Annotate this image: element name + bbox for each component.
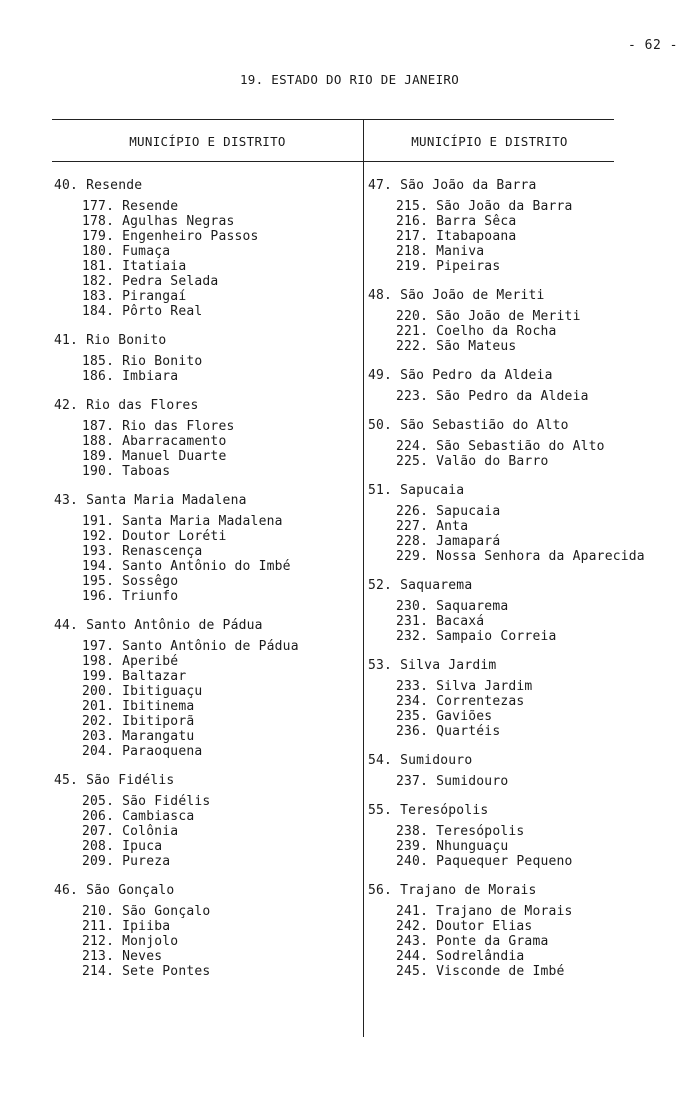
distrito-item: 236. Quartéis bbox=[396, 724, 501, 739]
distrito-item: 220. São João de Meriti bbox=[396, 309, 581, 324]
distrito-item: 233. Silva Jardim bbox=[396, 679, 533, 694]
left-column-header: MUNICÍPIO E DISTRITO bbox=[129, 134, 286, 149]
distrito-item: 205. São Fidélis bbox=[82, 794, 211, 809]
distrito-item: 190. Taboas bbox=[82, 464, 171, 479]
distrito-item: 225. Valão do Barro bbox=[396, 454, 549, 469]
distrito-item: 195. Sossêgo bbox=[82, 574, 179, 589]
municipio-name: 52. Saquarema bbox=[368, 578, 473, 593]
distrito-item: 179. Engenheiro Passos bbox=[82, 229, 259, 244]
distrito-item: 202. Ibitiporã bbox=[82, 714, 195, 729]
page-title: 19. ESTADO DO RIO DE JANEIRO bbox=[239, 72, 460, 87]
distrito-item: 204. Paraoquena bbox=[82, 744, 203, 759]
municipio-name: 56. Trajano de Morais bbox=[368, 883, 537, 898]
distrito-item: 210. São Gonçalo bbox=[82, 904, 211, 919]
distrito-item: 235. Gaviões bbox=[396, 709, 493, 724]
distrito-item: 200. Ibitiguaçu bbox=[82, 684, 203, 699]
distrito-item: 186. Imbiara bbox=[82, 369, 179, 384]
distrito-item: 178. Agulhas Negras bbox=[82, 214, 235, 229]
distrito-item: 230. Saquarema bbox=[396, 599, 509, 614]
municipio-group bbox=[54, 883, 354, 979]
municipio-group bbox=[54, 773, 354, 869]
municipio-name: 51. Sapucaia bbox=[368, 483, 465, 498]
distrito-item: 229. Nossa Senhora da Aparecida bbox=[396, 549, 645, 564]
municipio-name: 42. Rio das Flores bbox=[54, 398, 199, 413]
municipio-group bbox=[368, 753, 688, 789]
municipio-group bbox=[368, 178, 688, 274]
municipio-group bbox=[54, 618, 354, 759]
distrito-item: 218. Maniva bbox=[396, 244, 485, 259]
column-divider bbox=[363, 119, 364, 1037]
distrito-item: 192. Doutor Loréti bbox=[82, 529, 227, 544]
distrito-item: 239. Nhunguaçu bbox=[396, 839, 509, 854]
distrito-item: 207. Colônia bbox=[82, 824, 179, 839]
municipio-name: 53. Silva Jardim bbox=[368, 658, 497, 673]
municipio-name: 45. São Fidélis bbox=[54, 773, 175, 788]
right-column bbox=[368, 178, 688, 993]
distrito-item: 208. Ipuca bbox=[82, 839, 163, 854]
distrito-item: 238. Teresópolis bbox=[396, 824, 525, 839]
distrito-item: 184. Pôrto Real bbox=[82, 304, 203, 319]
distrito-item: 189. Manuel Duarte bbox=[82, 449, 227, 464]
municipio-name: 46. São Gonçalo bbox=[54, 883, 175, 898]
municipio-group bbox=[54, 493, 354, 604]
left-column bbox=[54, 178, 354, 993]
distrito-item: 240. Paquequer Pequeno bbox=[396, 854, 573, 869]
municipio-group bbox=[368, 883, 688, 979]
municipio-group bbox=[368, 658, 688, 739]
distrito-item: 241. Trajano de Morais bbox=[396, 904, 573, 919]
distrito-item: 216. Barra Sêca bbox=[396, 214, 517, 229]
distrito-item: 237. Sumidouro bbox=[396, 774, 509, 789]
distrito-item: 215. São João da Barra bbox=[396, 199, 573, 214]
distrito-item: 182. Pedra Selada bbox=[82, 274, 219, 289]
distrito-item: 180. Fumaça bbox=[82, 244, 171, 259]
distrito-item: 232. Sampaio Correia bbox=[396, 629, 557, 644]
distrito-item: 194. Santo Antônio do Imbé bbox=[82, 559, 291, 574]
distrito-item: 219. Pipeiras bbox=[396, 259, 501, 274]
distrito-item: 228. Jamapará bbox=[396, 534, 501, 549]
municipio-group bbox=[368, 288, 688, 354]
distrito-item: 197. Santo Antônio de Pádua bbox=[82, 639, 299, 654]
page-number: - 62 - bbox=[628, 38, 678, 53]
distrito-item: 213. Neves bbox=[82, 949, 163, 964]
distrito-item: 206. Cambiasca bbox=[82, 809, 195, 824]
distrito-item: 217. Itabapoana bbox=[396, 229, 517, 244]
table-top-rule bbox=[52, 119, 614, 120]
municipio-group bbox=[368, 578, 688, 644]
right-column-header: MUNICÍPIO E DISTRITO bbox=[411, 134, 568, 149]
distrito-item: 231. Bacaxá bbox=[396, 614, 485, 629]
distrito-item: 188. Abarracamento bbox=[82, 434, 227, 449]
distrito-item: 214. Sete Pontes bbox=[82, 964, 211, 979]
distrito-item: 196. Triunfo bbox=[82, 589, 179, 604]
municipio-name: 49. São Pedro da Aldeia bbox=[368, 368, 553, 383]
distrito-item: 242. Doutor Elias bbox=[396, 919, 533, 934]
municipio-name: 44. Santo Antônio de Pádua bbox=[54, 618, 263, 633]
municipio-group bbox=[368, 803, 688, 869]
distrito-item: 203. Marangatu bbox=[82, 729, 195, 744]
municipio-group bbox=[368, 418, 688, 469]
distrito-item: 212. Monjolo bbox=[82, 934, 179, 949]
distrito-item: 224. São Sebastião do Alto bbox=[396, 439, 605, 454]
distrito-item: 199. Baltazar bbox=[82, 669, 187, 684]
distrito-item: 177. Resende bbox=[82, 199, 179, 214]
municipio-group bbox=[368, 483, 688, 564]
municipio-name: 50. São Sebastião do Alto bbox=[368, 418, 569, 433]
distrito-item: 198. Aperibé bbox=[82, 654, 179, 669]
distrito-item: 191. Santa Maria Madalena bbox=[82, 514, 283, 529]
distrito-item: 234. Correntezas bbox=[396, 694, 525, 709]
distrito-item: 244. Sodrelândia bbox=[396, 949, 525, 964]
distrito-item: 181. Itatiaia bbox=[82, 259, 187, 274]
municipio-group bbox=[54, 178, 354, 319]
municipio-name: 54. Sumidouro bbox=[368, 753, 473, 768]
distrito-item: 243. Ponte da Grama bbox=[396, 934, 549, 949]
distrito-item: 222. São Mateus bbox=[396, 339, 517, 354]
distrito-item: 221. Coelho da Rocha bbox=[396, 324, 557, 339]
table-header-rule bbox=[52, 161, 614, 162]
municipio-name: 48. São João de Meriti bbox=[368, 288, 545, 303]
distrito-item: 201. Ibitinema bbox=[82, 699, 195, 714]
distrito-item: 187. Rio das Flores bbox=[82, 419, 235, 434]
distrito-item: 227. Anta bbox=[396, 519, 469, 534]
municipio-group bbox=[54, 398, 354, 479]
municipio-group bbox=[54, 333, 354, 384]
distrito-item: 209. Pureza bbox=[82, 854, 171, 869]
municipio-name: 47. São João da Barra bbox=[368, 178, 537, 193]
municipio-name: 40. Resende bbox=[54, 178, 143, 193]
distrito-item: 226. Sapucaia bbox=[396, 504, 501, 519]
distrito-item: 245. Visconde de Imbé bbox=[396, 964, 565, 979]
municipio-name: 43. Santa Maria Madalena bbox=[54, 493, 247, 508]
municipio-name: 41. Rio Bonito bbox=[54, 333, 167, 348]
distrito-item: 211. Ipiiba bbox=[82, 919, 171, 934]
distrito-item: 185. Rio Bonito bbox=[82, 354, 203, 369]
distrito-item: 223. São Pedro da Aldeia bbox=[396, 389, 589, 404]
distrito-item: 193. Renascença bbox=[82, 544, 203, 559]
municipio-name: 55. Teresópolis bbox=[368, 803, 489, 818]
distrito-item: 183. Pirangaí bbox=[82, 289, 187, 304]
municipio-group bbox=[368, 368, 688, 404]
